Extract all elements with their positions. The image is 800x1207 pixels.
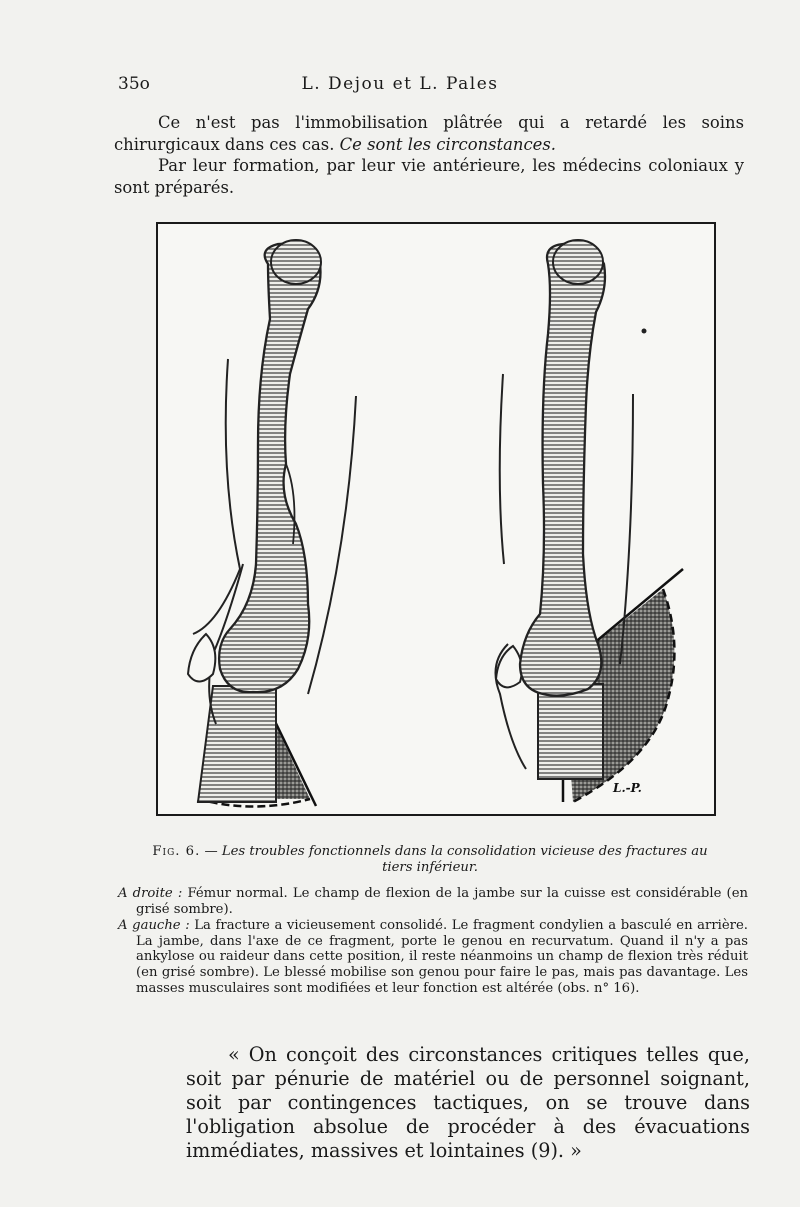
caption-dash: — [200,844,222,859]
block-quote [186,1043,750,1163]
intro-paragraph-2: Par leur formation, par leur vie antérieure, les médecins coloniaux y sont préparés. [114,156,744,197]
legend-term-right: A droite : [118,886,183,901]
running-head: L. Dejou et L. Pales [301,74,499,94]
quote-paragraph: « On conçoit des circonstances critiques telles que, soit par pénurie de matériel ou de personnel soignant, soit par contingences tactiques, on se trouve dans l'obligation absolue de procéder à des évacuations immédiates, massives et lointaines (9). » [186,1043,750,1162]
caption-text: Les troubles fonctionnels dans la consolidation vicieuse des fractures au tiers inférieur. [221,844,708,875]
page-number: 35o [118,74,150,94]
legend-term-left: A gauche : [118,918,190,934]
page-header [0,74,800,98]
legend-item-left [118,918,748,996]
intro-p1-text: Ce n'est pas l'immobilisation plâtrée qui a retardé les soins chirurgicaux dans ces cas. [114,113,744,154]
artist-initials: L.-P. [613,781,642,795]
figure-legend [118,886,748,997]
femur-illustration [158,224,714,814]
right-femur-normal [496,240,684,802]
caption-label: Fig. 6. [152,844,201,859]
figure-6 [156,222,716,816]
intro-p1-emphasis: Ce sont les circonstances. [339,134,556,154]
intro-text [114,112,744,198]
legend-item-right [118,886,748,917]
legend-text-left: La fracture a vicieusement consolidé. Le fragment condylien a basculé en arrière. La jambe, dans l'axe de ce fragment, porte le genou en recurvatum. Quand il n'y a pas ankylose ou raideur dans cette position, il reste néanmoins un champ de flexion très réduit (en grisé sombre). Le blessé mobilise son genou pour faire le pas, mais pas davantage. Les masses musculaires sont modifiées et leur fonction est altérée (obs. n° 16). [136,918,748,996]
left-femur-malunited [188,240,356,807]
figure-caption [150,844,710,876]
legend-text-right: Fémur normal. Le champ de flexion de la jambe sur la cuisse est considérable (en grisé sombre). [136,886,749,917]
intro-paragraph-1 [114,112,744,155]
